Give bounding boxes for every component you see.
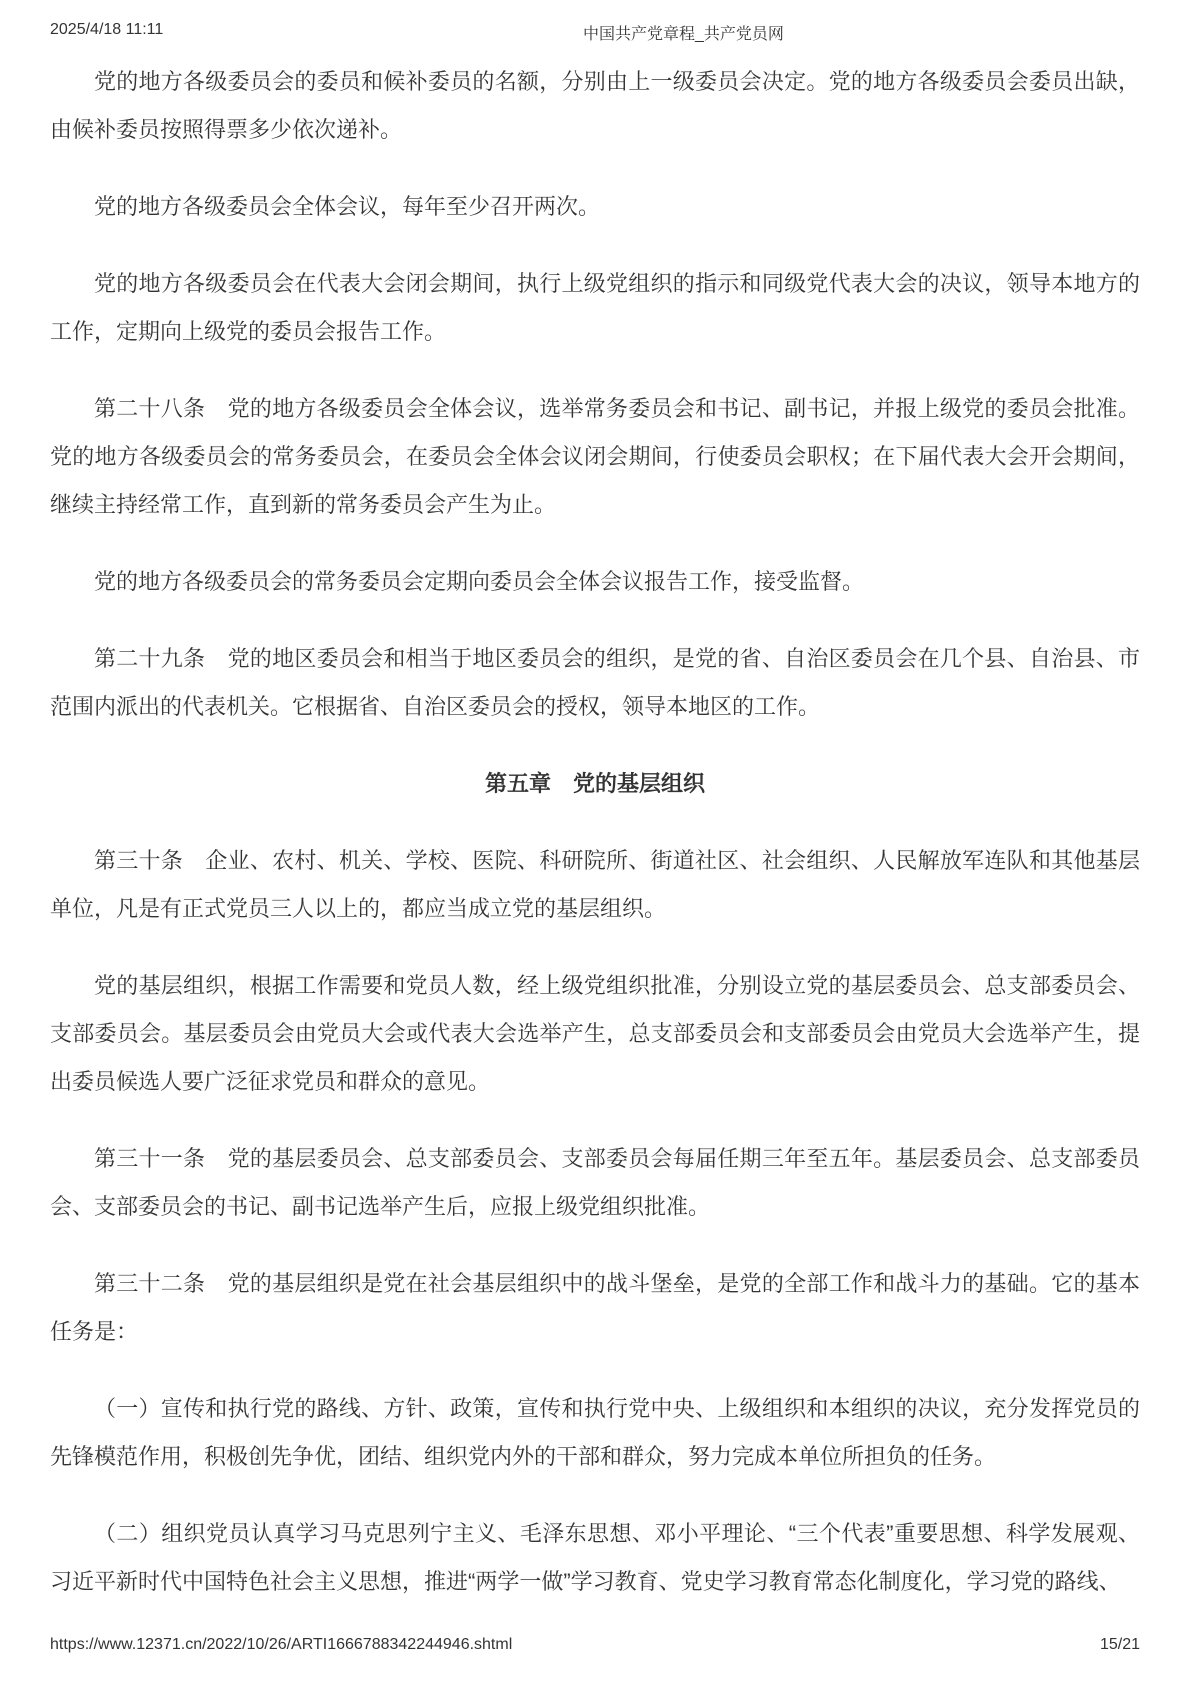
body-paragraph-article-31: 第三十一条 党的基层委员会、总支部委员会、支部委员会每届任期三年至五年。基层委员会、总支部委员会、支部委员会的书记、副书记选举产生后，应报上级党组织批准。 <box>50 1146 1140 1219</box>
body-paragraph: 党的地方各级委员会全体会议，每年至少召开两次。 <box>94 194 601 219</box>
body-paragraph: 党的地方各级委员会的常务委员会定期向委员会全体会议报告工作，接受监督。 <box>94 569 865 594</box>
body-paragraph-article-30: 第三十条 企业、农村、机关、学校、医院、科研院所、街道社区、社会组织、人民解放军连队和其他基层单位，凡是有正式党员三人以上的，都应当成立党的基层组织。 <box>50 848 1140 921</box>
chapter-heading: 第五章 党的基层组织 <box>484 771 705 796</box>
body-paragraph: 党的地方各级委员会的委员和候补委员的名额，分别由上一级委员会决定。党的地方各级委员会委员出缺，由候补委员按照得票多少依次递补。 <box>50 69 1140 142</box>
body-paragraph: 党的基层组织，根据工作需要和党员人数，经上级党组织批准，分别设立党的基层委员会、总支部委员会、支部委员会。基层委员会由党员大会或代表大会选举产生，总支部委员会和支部委员会由党员大会选举产生，提出委员候选人要广泛征求党员和群众的意见。 <box>50 973 1140 1094</box>
body-paragraph-article-29: 第二十九条 党的地区委员会和相当于地区委员会的组织，是党的省、自治区委员会在几个县、自治县、市范围内派出的代表机关。它根据省、自治区委员会的授权，领导本地区的工作。 <box>50 646 1140 719</box>
body-paragraph-item-2: （二）组织党员认真学习马克思列宁主义、毛泽东思想、邓小平理论、“三个代表”重要思想、科学发展观、习近平新时代中国特色社会主义思想，推进“两学一做”学习教育、党史学习教育常态化制度化，学习党的路线、 <box>50 1521 1140 1594</box>
body-paragraph-article-28: 第二十八条 党的地方各级委员会全体会议，选举常务委员会和书记、副书记，并报上级党的委员会批准。党的地方各级委员会的常务委员会，在委员会全体会议闭会期间，行使委员会职权；在下届代表大会开会期间，继续主持经常工作，直到新的常务委员会产生为止。 <box>50 396 1140 517</box>
body-paragraph-article-32: 第三十二条 党的基层组织是党在社会基层组织中的战斗堡垒，是党的全部工作和战斗力的基础。它的基本任务是： <box>50 1271 1140 1344</box>
document-title: 中国共产党章程_共产党员网 <box>583 26 784 43</box>
page-number: 15/21 <box>1099 1636 1140 1653</box>
source-url: https://www.12371.cn/2022/10/26/ARTI1666788342244946.shtml <box>50 1636 513 1653</box>
body-paragraph-item-1: （一）宣传和执行党的路线、方针、政策，宣传和执行党中央、上级组织和本组织的决议，充分发挥党员的先锋模范作用，积极创先争优，团结、组织党内外的干部和群众，努力完成本单位所担负的任务。 <box>50 1396 1140 1469</box>
print-datetime: 2025/4/18 11:11 <box>50 21 164 38</box>
body-paragraph: 党的地方各级委员会在代表大会闭会期间，执行上级党组织的指示和同级党代表大会的决议，领导本地方的工作，定期向上级党的委员会报告工作。 <box>50 271 1140 344</box>
article-body <box>50 58 1140 1635</box>
